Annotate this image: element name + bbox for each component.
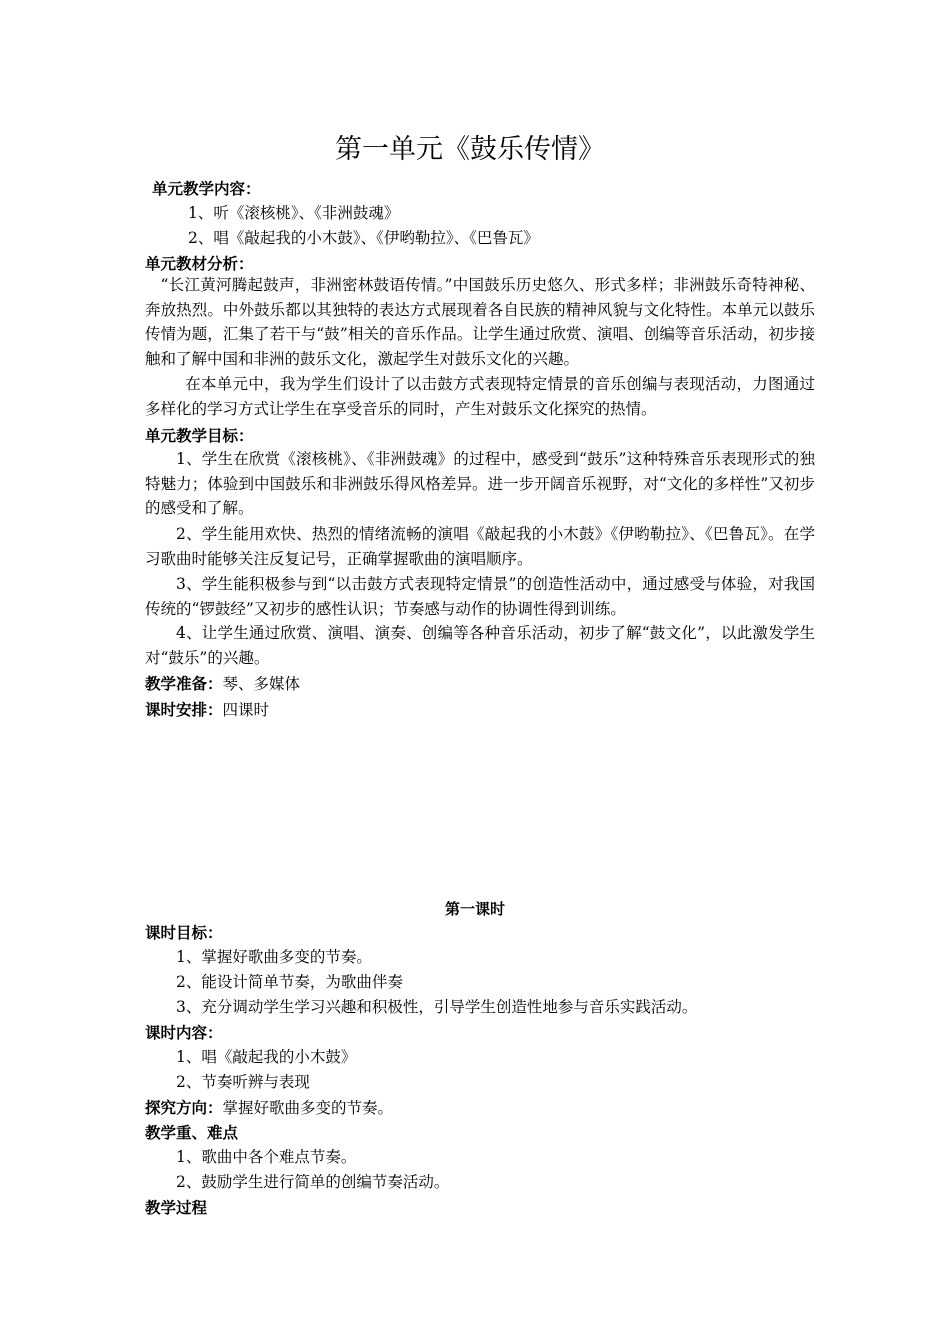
lesson-goal-item: 2、能设计简单节奏，为歌曲伴奏 bbox=[176, 973, 403, 991]
lesson-title: 第一课时 bbox=[444, 900, 505, 918]
page-title: 第一单元《鼓乐传情》 bbox=[335, 134, 605, 165]
lesson-goal-item: 1、掌握好歌曲多变的节奏。 bbox=[176, 948, 372, 966]
lesson-content-item: 1、唱《敲起我的小木鼓》 bbox=[176, 1048, 357, 1066]
unit-analysis-paragraph: “长江黄河腾起鼓声，非洲密林鼓语传情。”中国鼓乐历史悠久、形式多样；非洲鼓乐奇特神秘、奔放热烈。中外鼓乐都以其独特的表达方式展现着各自民族的精神风貌与文化特性。本单元以鼓乐传情为题，汇集了若干与“鼓”相关的音乐作品。让学生通过欣赏、演唱、创编等音乐活动，初步接触和了解中国和非洲的鼓乐文化，激起学生对鼓乐文化的兴趣。 bbox=[145, 276, 815, 368]
class-schedule-label: 课时安排： bbox=[145, 700, 223, 719]
unit-goals-heading: 单元教学目标： bbox=[145, 426, 254, 445]
explore-direction bbox=[145, 1095, 393, 1121]
teaching-prep bbox=[145, 671, 300, 697]
lesson-goal-item: 3、充分调动学生学习兴趣和积极性，引导学生创造性地参与音乐实践活动。 bbox=[176, 998, 698, 1016]
unit-content-item: 1、听《滚核桃》、《非洲鼓魂》 bbox=[188, 204, 400, 222]
teaching-prep-label: 教学准备： bbox=[145, 674, 223, 693]
key-points-heading: 教学重、难点 bbox=[145, 1123, 239, 1142]
teaching-prep-value: 琴、多媒体 bbox=[222, 675, 301, 693]
unit-goal-paragraph: 1、学生在欣赏《滚核桃》、《非洲鼓魂》的过程中，感受到“鼓乐”这种特殊音乐表现形式的独特魅力；体验到中国鼓乐和非洲鼓乐得风格差异。进一步开阔音乐视野，对“文化的多样性”又初步的感受和了解。 bbox=[145, 450, 815, 518]
class-schedule-value: 四课时 bbox=[222, 701, 270, 719]
unit-content-item: 2、唱《敲起我的小木鼓》、《伊哟勒拉》、《巴鲁瓦》 bbox=[188, 229, 539, 247]
unit-analysis-paragraph: 在本单元中，我为学生们设计了以击鼓方式表现特定情景的音乐创编与表现活动，力图通过多样化的学习方式让学生在享受音乐的同时，产生对鼓乐文化探究的热情。 bbox=[145, 375, 815, 418]
unit-analysis-heading: 单元教材分析： bbox=[145, 254, 254, 273]
lesson-content-heading: 课时内容： bbox=[145, 1023, 223, 1042]
teaching-process-heading: 教学过程 bbox=[145, 1198, 208, 1217]
explore-direction-value: 掌握好歌曲多变的节奏。 bbox=[222, 1099, 394, 1117]
class-schedule bbox=[145, 697, 269, 723]
key-point-item: 1、歌曲中各个难点节奏。 bbox=[176, 1148, 357, 1166]
unit-content-heading: 单元教学内容： bbox=[152, 179, 261, 198]
key-point-item: 2、鼓励学生进行简单的创编节奏活动。 bbox=[176, 1173, 450, 1191]
unit-goal-paragraph: 3、学生能积极参与到“以击鼓方式表现特定情景”的创造性活动中，通过感受与体验，对我国传统的“锣鼓经”又初步的感性认识；节奏感与动作的协调性得到训练。 bbox=[145, 575, 815, 618]
unit-goal-paragraph: 2、学生能用欢快、热烈的情绪流畅的演唱《敲起我的小木鼓》《伊哟勒拉》、《巴鲁瓦》。在学习歌曲时能够关注反复记号，正确掌握歌曲的演唱顺序。 bbox=[145, 525, 815, 568]
lesson-goals-heading: 课时目标： bbox=[145, 923, 223, 942]
unit-goal-paragraph: 4、让学生通过欣赏、演唱、演奏、创编等各种音乐活动，初步了解“鼓文化”，以此激发学生对“鼓乐”的兴趣。 bbox=[145, 624, 815, 667]
explore-direction-label: 探究方向： bbox=[145, 1098, 223, 1117]
lesson-content-item: 2、节奏听辨与表现 bbox=[176, 1073, 310, 1091]
